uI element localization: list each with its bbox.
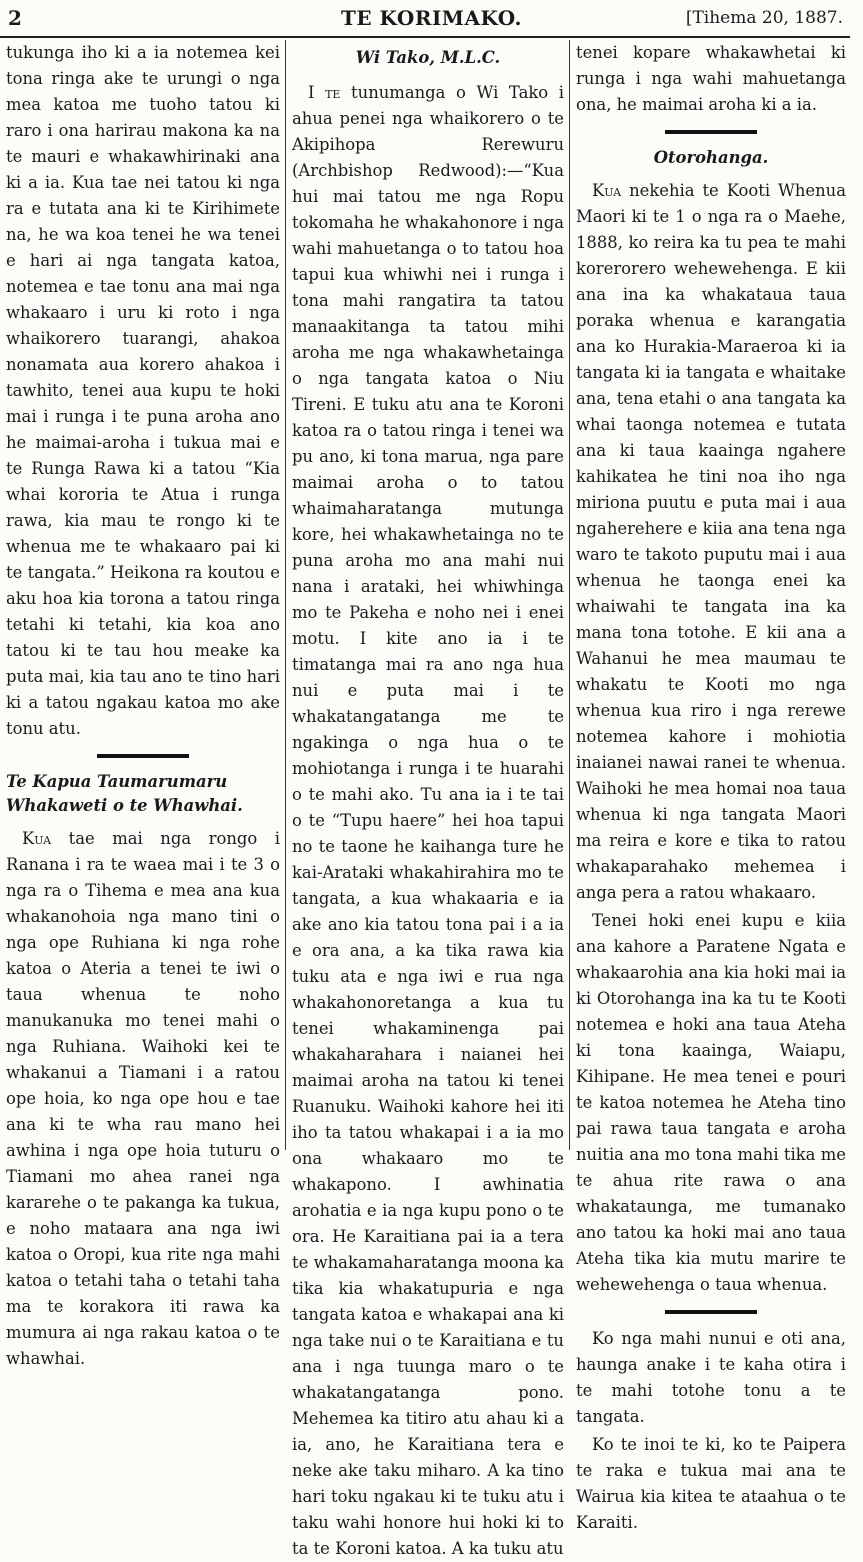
article-wi-tako-text (292, 80, 564, 1562)
article-otorohanga-text (576, 178, 846, 906)
column-2 (292, 40, 564, 1558)
column-1 (6, 40, 280, 1368)
section-rule (665, 1310, 757, 1314)
section-rule (97, 754, 189, 758)
header-rule (0, 36, 850, 38)
article-title-kapua-line2: Whakaweti o te Whawhai. (6, 796, 243, 815)
drop-lead-word: I te (308, 83, 341, 102)
drop-lead-word: Kua (22, 829, 52, 848)
column-3 (576, 40, 846, 1532)
article-title-wi-tako: Wi Tako, M.L.C. (355, 48, 501, 67)
article-wi-tako-body: tunumanga o Wi Tako i ahua penei nga whaikorero o te Akipihopa Rerewuru (Archbishop Redwood):—“Kua hui mai tatou me nga Ropu tokomaha he whakahonore i nga wahi mahuetanga o to tatou hoa tapui kua whiwhi nei i runga i tona mahi rangatira ta tatou manaakitanga ta tatou mihi aroha me nga whakawhetainga o nga tangata katoa o Niu Tireni. E tuku atu ana te Koroni katoa ra o tatou ringa i tenei wa pu ano, ki tona marua, nga pare maimai aroha o to tatou whaimaharatanga mutunga kore, hei whakawhetainga no te puna aroha mo ana mahi nui nana i arataki, hei whiwhinga mo te Pakeha e noho nei i enei motu. I kite ano ia i te timatanga mai ra ano nga hua nui e puta mai i te whakatangatanga me te ngakinga o nga hua o te mohiotanga i runga i te huarahi o te mahi ako. Tu ana ia i te tai o te “Tupu haere” hei hoa tapui no te taone he kaihanga ture he kai-Arataki whakahirahira mo te tangata, a kua whakaaria e ia ake ano kia tatou tona pai i a ia e ora ana, a ka tika rawa kia tuku ata e nga iwi e rua nga whakahonoretanga a kua tu tenei whakaminenga pai whakaharahara i naianei hei maimai aroha na tatou ki tenei Ruanuku. Waihoki kahore hei iti iho ta tatou whakapai i a ia mo ona whakaaro mo te whakapono. I awhinatia arohatia e ia nga kupu pono o te ora. He Karaitiana pai ia a tera te whakamaharatanga moona ka tika kia whakatupuria e nga tangata katoa e whakapai ana ki nga take nui o te Karaitiana e tu ana i nga tuunga maro o te whakatangatanga pono. Mehemea ka titiro atu ahau ki a ia, ano, he Karaitiana tera e neke ake taku miharo. A ka tino hari toku ngakau ki te tuku atu i taku wahi honore hui hoki ki to ta te Koroni katoa. A ka tuku atu (292, 83, 564, 1558)
proverb-2: Ko te inoi te ki, ko te Paipera te raka e tukua mai ana te Wairua kia kitea te ataahua o te Karaiti. (576, 1435, 846, 1532)
masthead-title: TE KORIMAKO. (340, 6, 523, 30)
article-kapua-text (6, 826, 280, 1372)
proverb-1: Ko nga mahi nunui e oti ana, haunga anake i te kaha otira i te mahi totohe tonu a te tangata. (576, 1329, 846, 1426)
article-otorohanga-text-2: Tenei hoki enei kupu e kiia ana kahore a Paratene Ngata e whakaarohia ana kia hoki mai ia ki Otorohanga ina ka tu te Kooti notemea e hoki ana taua Ateha ki tona kaainga, Waiapu, Kihipane. He mea tenei e pouri te katoa notemea he Ateha tino pai rawa taua tangata e aroha nuitia ana mo tona mahi tika me te ahua rite rawa o ana whakataunga, me tumanako ano tatou ka hoki mai ano taua Ateha tika kia mutu marire te wehewehenga o taua whenua. (576, 911, 846, 1294)
article-continuation-text: tukunga iho ki a ia notemea kei tona ringa ake te urungi o nga mea katoa me tuoho tatou ki raro i ona harirau makona ka na te mauri e whakawhirinaki ana ki a ia. Kua tae nei tatou ki nga ra e tutata ana ki te Kirihimete na, he wa koa tenei he wa tenei e hari ai nga tangata katoa, notemea e tae tonu ana mai nga whakaaro i uru ki roto i nga whaikorero tuarangi, ahakoa nonamata aua korero ahakoa i tawhito, tenei aua kupu te hoki mai i runga i te puna aroha ano he maimai-aroha i tukua mai e te Runga Rawa ki a tatou “Kia whai kororia te Atua i runga rawa, kia mau te rongo ki te whenua me te whakaaro pai ki te tangata.” Heikona ra koutou e aku hoa kia torona a tatou ringa tetahi ki tetahi, kia koa ano tatou ki te tau hou meake ka puta mai, kia tau ano te tino hari ki a tatou ngakau katoa mo ake tonu atu. (6, 43, 280, 738)
drop-lead-word: Kua (592, 181, 622, 200)
article-kapua-body: tae mai nga rongo i Ranana i ra te waea mai i te 3 o nga ra o Tihema e mea ana kua whakanohoia nga mano tini o nga ope Ruhiana ki nga rohe katoa o Ateria a tenei te iwi o taua whenua te noho manukanuka mo tenei mahi o nga Ruhiana. Waihoki kei te whakanui a Tiamani i a ratou ope hoia, ko nga ope hou e tae ana ki te wha rau mano hei awhina i nga ope hoia tuturu o Tiamani mo ahea ranei nga kararehe o te pakanga ka tukua, e noho mataara ana nga iwi katoa o Oropi, kua rite nga mahi katoa o tetahi taha o tetahi taha ma te korakora iti rawa ka mumura ai nga rakau katoa o te whawhai. (6, 829, 280, 1368)
column-divider-2 (569, 40, 570, 1150)
article-title-kapua-line1: Te Kapua Taumarumaru (6, 772, 228, 791)
issue-date: [Tihema 20, 1887. (685, 8, 843, 28)
article-otorohanga-body: nekehia te Kooti Whenua Maori ki te 1 o nga ra o Maehe, 1888, ko reira ka tu pea te mahi korerorero wehewehenga. E kii ana ina ka whakataua taua poraka whenua e karangatia ana ko Hurakia-Maraeroa ki ia tangata ki ia tangata e whaitake ana, tena etahi o ana tangata ka whai taonga notemea e tutata ana ki taua kaainga ngahere kahikatea he tini noa iho nga miriona puutu e puta mai i aua ngaherehere e kiia ana tena nga waro te takoto puputu mai i aua whenua he taonga enei ka whaiwahi te tangata ina ka mana tona totohe. E kii ana a Wahanui he mea maumau te whakatu te Kooti mo nga whenua kua riro i nga rerewe notemea kahore i mohiotia inaianei nawai ranei te whenua. Waihoki he mea homai noa taua whenua ki nga tangata Maori ma reira e kore e tika to ratou whakaparahako mehemea i anga pera a ratou whakaaro. (576, 181, 846, 902)
article-title-otorohanga: Otorohanga. (653, 148, 769, 167)
section-rule (665, 130, 757, 134)
article-wi-tako-continuation: tenei kopare whakawhetai ki runga i nga wahi mahuetanga ona, he maimai aroha ki a ia. (576, 43, 846, 114)
page-header (0, 0, 863, 36)
page-number: 2 (8, 6, 22, 30)
column-divider-1 (285, 40, 286, 1150)
